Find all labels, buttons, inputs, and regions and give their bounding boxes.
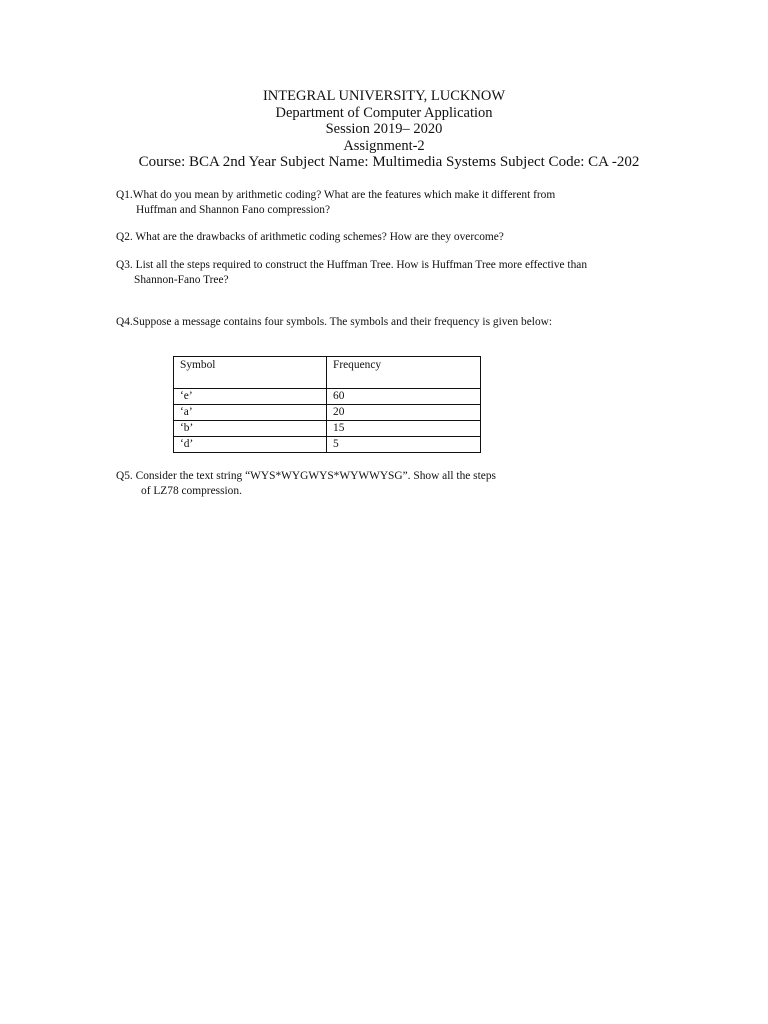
table-row [174, 421, 481, 437]
university-name: INTEGRAL UNIVERSITY, LUCKNOW [262, 88, 506, 104]
table-cell-frequency: 60 [327, 389, 481, 405]
question-5-line-2: of LZ78 compression. [141, 485, 242, 497]
question-1 [116, 188, 555, 218]
question-4-line-1: Q4.Suppose a message contains four symbols. The symbols and their frequency is given below: [116, 316, 553, 328]
question-1-line-2: Huffman and Shannon Fano compression? [136, 204, 331, 216]
question-4 [116, 315, 552, 330]
symbol-frequency-table [173, 356, 481, 453]
table-cell-frequency: 15 [327, 421, 481, 437]
table-cell-frequency: 20 [327, 405, 481, 421]
table-cell-symbol: ‘d’ [174, 437, 327, 453]
table-header-symbol: Symbol [174, 357, 327, 389]
question-3-line-2: Shannon-Fano Tree? [134, 274, 229, 286]
session-line: Session 2019– 2020 [325, 121, 443, 138]
table-row [174, 389, 481, 405]
table-cell-symbol: ‘a’ [174, 405, 327, 421]
table-header-row [174, 357, 481, 389]
question-2 [116, 230, 504, 245]
question-5-line-1: Q5. Consider the text string “WYS*WYGWYS*WYWWYSG”. Show all the steps [116, 470, 496, 482]
question-3 [116, 258, 587, 288]
table-header-frequency: Frequency [327, 357, 481, 389]
assignment-title: Assignment-2 [343, 137, 425, 154]
document-header [0, 88, 768, 171]
question-1-line-1: Q1.What do you mean by arithmetic coding? What are the features which make it different from [116, 189, 556, 201]
table-cell-symbol: ‘b’ [174, 421, 327, 437]
table-cell-frequency: 5 [327, 437, 481, 453]
course-line: Course: BCA 2nd Year Subject Name: Multimedia Systems Subject Code: CA -202 [138, 154, 640, 171]
table-row [174, 405, 481, 421]
table-cell-symbol: ‘e’ [174, 389, 327, 405]
table-row [174, 437, 481, 453]
question-3-line-1: Q3. List all the steps required to construct the Huffman Tree. How is Huffman Tree more effective than [116, 259, 588, 271]
department-name: Department of Computer Application [275, 104, 493, 121]
question-2-line-1: Q2. What are the drawbacks of arithmetic coding schemes? How are they overcome? [116, 231, 504, 243]
question-5 [116, 469, 496, 499]
